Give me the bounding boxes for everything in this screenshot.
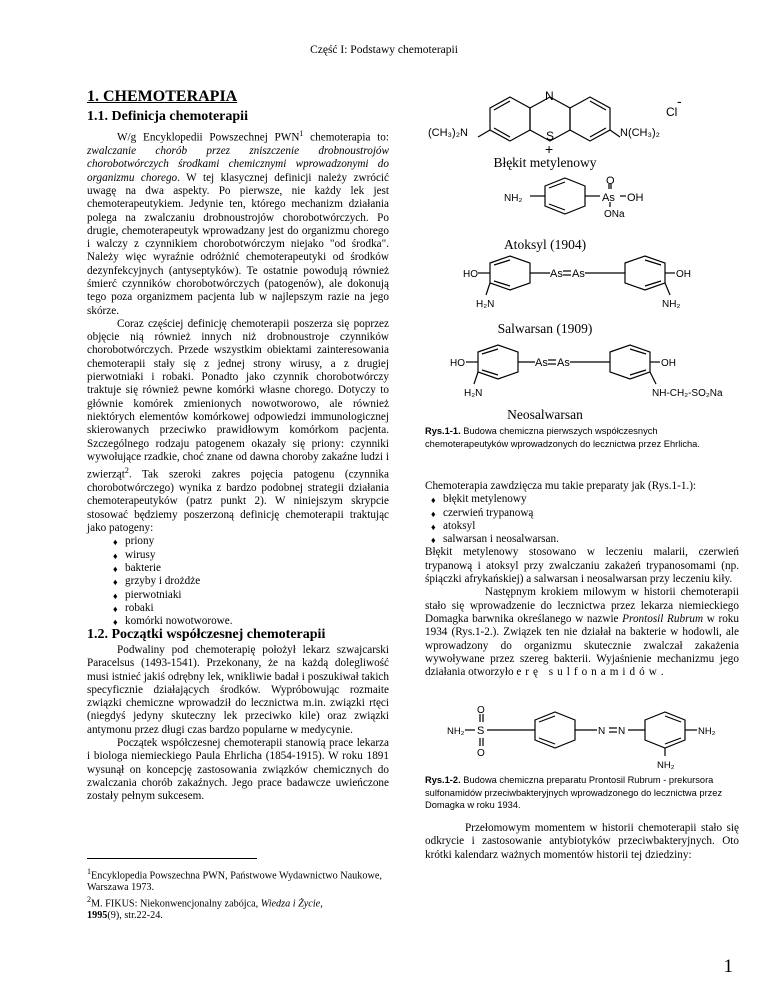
paragraph [87, 127, 389, 318]
text: . Tak szeroki zakres pojęcia patogenu (czynnika chorobotwórczego) wynika z bardzo podobnej strategii działania chemoterapeutyków (patrz punkt 2). W niniejszym skrypcie stosować będziemy poszerzoną definicję chemoterapii traktując jako patogeny: [87, 468, 389, 535]
footnote-ref[interactable]: 1 [299, 129, 304, 138]
footnote-text: (9), str.22-24. [107, 910, 163, 922]
plus-sign: + [545, 141, 554, 157]
list-item: ♦ bakterie [113, 562, 389, 575]
nh2-label: NH₂ [447, 726, 465, 737]
minus-sign: - [677, 93, 682, 109]
o-label: O [477, 748, 485, 759]
list-item: ♦ komórki nowotworowe. [113, 615, 389, 628]
footnote-divider [87, 858, 257, 859]
running-head: Część I: Podstawy chemoterapii [310, 44, 458, 56]
list-item: ♦ wirusy [113, 549, 389, 562]
n-label: N [598, 726, 606, 737]
footnote-ref[interactable]: 2 [124, 466, 129, 476]
oh-label: OH [676, 269, 691, 280]
drug-list [425, 493, 739, 546]
footnote-text: Encyklopedia Powszechna PWN, Państwowe Wydawnictwo Naukowe, Warszawa 1973. [87, 870, 382, 894]
as-label: As [557, 357, 570, 369]
h2n-label: H₂N [476, 299, 495, 310]
footnote-1 [87, 866, 389, 894]
as-label: As [572, 268, 585, 280]
salvarsan-name: Salwarsan (1909) [497, 321, 593, 336]
paragraph [87, 318, 389, 535]
text: . W tej klasycznej definicji należy zwrócić uwagę na dwa aspekty. Po pierwsze, nie każdy lek jest chemoterapeutykiem. Jedynie ten, którego mechanizm działania polega na zwalczaniu drobnoustrojów chorobotwórczych. Po drugie, chemoterapeutyk wprowadzany jest do organizmu chorego i walczy z czynnikiem chorobotwórczym niejako "od środka". Należy więc wyraźnie odróżnić chemoterapeutyki od środków dezynfekcyjnych (antyseptyków). Te ostatnie powodują również śmierć czynników chorobotwórczych (patogenów), ale dokonują tego poza organizmem pacjenta lub w najlepszym razie na jego skórze. [87, 171, 389, 317]
as-label: As [535, 357, 548, 369]
list-item: ♦ pierwotniaki [113, 589, 389, 602]
caption-text: Budowa chemiczna pierwszych współczesnych chemoterapeutyków wprowadzonych do lecznictwa przez Ehrlicha. [425, 426, 700, 449]
figure-1-2-caption [425, 774, 740, 812]
paragraph: Chemoterapia zawdzięcza mu takie preparaty jak (Rys.1-1.): [425, 480, 697, 492]
paragraph: Błękit metylenowy stosowano w leczeniu malarii, czerwień trypanową i atoksyl przy zwalczaniu zakażeń trypanosomami (np. śpiączki afrykańskiej) a salwarsan i neosalwarsan przy leczeniu kiły. [425, 546, 739, 586]
paragraph: Podwaliny pod chemoterapię położył lekarz szwajcarski Paracelsus (1493-1541). Przekonany, że na każdą dolegliwość musi istnieć jakiś odrębny lek, wnikliwie badał i poszukiwał takich specyficznie działających środków. Wypróbowując rozmaite związki chemiczne wprowadził do lecznictwa m.in. związki rtęci (niegdyś jedyny skuteczny lek przeciwko kile) oraz związki antymonu przez długi czas bardzo popularne w medycynie. [87, 644, 389, 736]
caption-text: Budowa chemiczna preparatu Prontosil Rubrum - prekursora sulfonamidów przeciwbakteryjnych wprowadzonego do lecznictwa przez Domagka w roku 1934. [425, 775, 723, 810]
o-label: O [606, 175, 615, 187]
text: Coraz częściej definicję chemoterapii poszerza się poprzez objęcie nią również innych niż drobnoustroje czynników chorobotwórczych. Przede wszystkim obiektami zainteresowania chemoterapii stały się z jednej strony wirusy, a z drugiej pierwotniaki i robaki. Ponadto jako czynnik chorobotwórczy traktuje się również pewne komórki własne chorego. Dotyczy to głównie komórek zmienionych nowotworowo, ale również niektórych elementów komórkowej odpowiedzi immunologicznej skierowanych przeciwko prawidłowym komórkom pacjenta. Szczególnego rodzaju patogenem okazały się priony: czynniki wywołujące rzadkie, choć znane od dawna choroby zakaźne ludzi i zwierząt [87, 317, 389, 481]
as-label: As [550, 268, 563, 280]
journal-year: 1995 [87, 910, 108, 922]
ho-label: HO [450, 358, 465, 369]
section-1-2-body [87, 644, 389, 804]
footnote-text: M. FIKUS: Niekonwencjonalny zabójca, [91, 898, 261, 910]
ho-label: HO [463, 269, 478, 280]
neosalvarsan-structure [420, 340, 740, 405]
neosalvarsan-name: Neosalwarsan [507, 407, 583, 422]
journal-name: Wiedza i Życie [260, 898, 321, 910]
atoxyl-name: Atoksyl (1904) [503, 237, 587, 252]
nh2-label: NH₂ [662, 299, 681, 310]
nh2-label: NH₂ [657, 760, 675, 771]
ona-label: ONa [604, 209, 625, 220]
chapter-title: 1. CHEMOTERAPIA [87, 88, 238, 105]
n-label: N [618, 726, 626, 737]
left-group: (CH₃)₂N [428, 127, 468, 139]
list-item: ♦ salwarsan i neosalwarsan. [431, 533, 739, 546]
footnote-number: 2 [87, 895, 91, 904]
section-1-2-title: 1.2. Początki współczesnej chemoterapii [87, 627, 326, 642]
salvarsan-structure [420, 253, 740, 318]
nh2-label: NH₂ [698, 726, 716, 737]
chloride: Cl [666, 105, 678, 119]
s-label: S [477, 725, 485, 737]
atom-n: N [545, 89, 554, 103]
h2n-label: H₂N [464, 388, 483, 399]
list-item: ♦ robaki [113, 602, 389, 615]
paragraph: Przełomowym momentem w historii chemoterapii stało się odkrycie i zastosowanie antybiotyków przeciwbakteryjnych. Oto krótki kalendarz ważnych momentów historii tej dziedziny: [425, 822, 739, 861]
side-chain-label: NH-CH₂-SO₂Na [652, 388, 723, 399]
section-1-1-body [87, 127, 389, 628]
prontosil-structure [425, 700, 735, 780]
o-label: O [477, 705, 485, 716]
page-number: 1 [723, 956, 733, 977]
atoxyl-structure [420, 172, 720, 232]
figure-label: Rys.1-2. [425, 775, 461, 785]
text: w roku 1934 (Rys.1-2.). Związek ten nie działał na bakterie w hodowli, ale wprowadzony do organizmu skutecznie zwalczał zakażenia wywoływane przez szereg bakterii. Wyjaśnienie mechanizmu jego działania otworzyło [425, 612, 739, 679]
right-group: N(CH₃)₂ [620, 127, 660, 139]
footnote-2: $^2$M. FIKUS: Niekonwencjonalny zabójca, Wiedza i Życie, 1995(9), str.22-24. [87, 895, 323, 922]
list-item: ♦ priony [113, 535, 389, 548]
oh-label: OH [627, 192, 644, 204]
list-item: ♦ czerwień trypanową [431, 507, 739, 520]
text: Następnym krokiem milowym w historii chemoterapii stało się wprowadzenie do lecznictwa przez lekarza niemieckiego Domagka barwnika określanego w nazwie [425, 586, 739, 625]
text: W/g Encyklopedii Powszechnej PWN [117, 131, 300, 144]
section-1-1-title: 1.1. Definicja chemoterapii [87, 109, 248, 124]
list-item: ♦ błękit metylenowy [431, 493, 739, 506]
text: chemoterapia to: [303, 131, 389, 144]
footnote-number: 1 [87, 867, 91, 876]
figure-1-1-caption [425, 425, 735, 450]
pathogen-list [87, 535, 389, 628]
methylene-blue-name: Błękit metylenowy [493, 155, 597, 170]
paragraph [425, 586, 739, 679]
list-item: ♦ grzyby i drożdże [113, 575, 389, 588]
oh-label: OH [661, 358, 676, 369]
paragraph: Początek współczesnej chemoterapii stanowią prace lekarza i biologa niemieckiego Paula Ehrlicha (1854-1915). W roku 1891 wysunął on koncepcję zastosowania związków chemicznych do zwalczania chorób zakaźnych. Jego prace badawcze uwieńczone zostały pełnym sukcesem. [87, 737, 389, 803]
drug-name-italic: Prontosil Rubrum [622, 612, 704, 625]
as-label: As [602, 192, 615, 204]
list-item: ♦ atoksyl [431, 520, 739, 533]
right-column-body-2 [425, 822, 739, 862]
right-column-body [425, 480, 739, 679]
spaced-text: erę sulfonamidów [516, 666, 661, 679]
text: . [660, 666, 664, 679]
nh2-label: NH₂ [504, 193, 523, 204]
figure-label: Rys.1-1. [425, 426, 461, 436]
atom-s: S [546, 129, 555, 143]
definition-italic: zwalczanie chorób przez zniszczenie drobnoustrojów chorobotwórczych środkami chemicznymi wprowadzonymi do organizmu chorego [87, 145, 389, 184]
